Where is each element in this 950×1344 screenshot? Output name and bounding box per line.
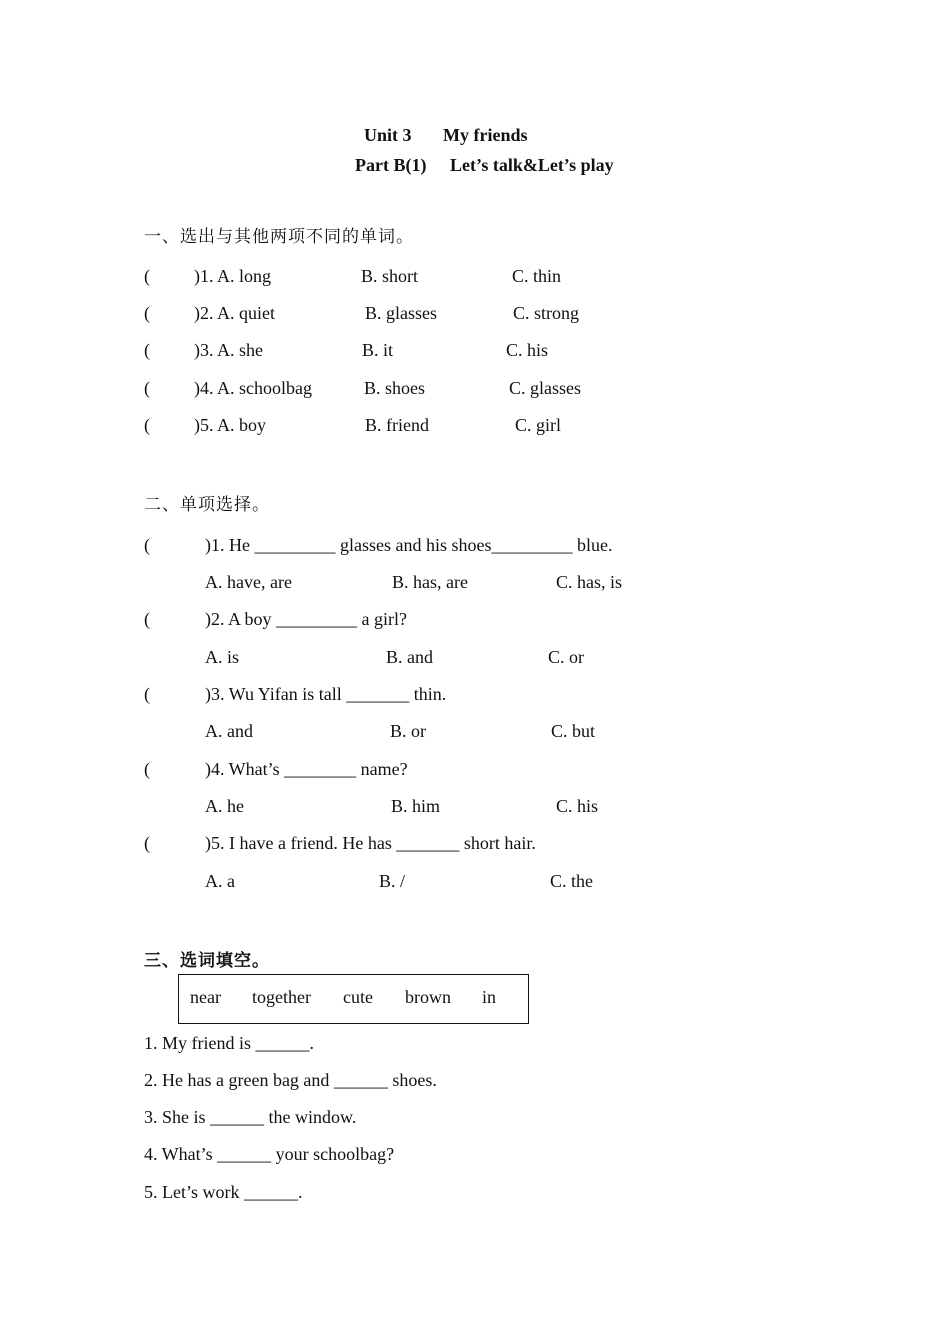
section2-heading: 二、单项选择。 xyxy=(144,495,270,515)
s1-q4-option-b: B. shoes xyxy=(364,378,426,398)
s1-q5-option-a: )5. A. boy xyxy=(194,415,266,435)
word-bank-word: near xyxy=(190,987,221,1007)
s1-q4-paren: ( xyxy=(144,378,150,398)
unit-label: Unit 3 xyxy=(364,125,412,145)
fill-sentence: 3. She is ______ the window. xyxy=(144,1107,357,1127)
s1-q1-option-c: C. thin xyxy=(512,266,562,286)
s1-q3-option-c: C. his xyxy=(506,340,549,360)
fill-sentence: 1. My friend is ______. xyxy=(144,1033,314,1053)
word-bank-word: in xyxy=(482,987,497,1007)
s2-q4-option-a: A. he xyxy=(205,796,244,816)
s2-q2-option-b: B. and xyxy=(386,647,433,667)
s2-q4-question: )4. What’s ________ name? xyxy=(205,759,408,779)
fill-sentence: 2. He has a green bag and ______ shoes. xyxy=(144,1070,437,1090)
s2-q3-option-b: B. or xyxy=(390,721,426,741)
s2-q4-option-c: C. his xyxy=(556,796,599,816)
s2-q3-paren: ( xyxy=(144,684,150,704)
s1-q3-option-b: B. it xyxy=(362,340,394,360)
s1-q1-option-b: B. short xyxy=(361,266,419,286)
part-title: Let’s talk&Let’s play xyxy=(450,155,614,175)
s1-q5-option-c: C. girl xyxy=(515,415,562,435)
part-label: Part B(1) xyxy=(355,155,427,175)
s1-q3-option-a: )3. A. she xyxy=(194,340,263,360)
unit-title: My friends xyxy=(443,125,528,145)
s2-q5-option-c: C. the xyxy=(550,871,593,891)
s1-q5-option-b: B. friend xyxy=(365,415,429,435)
s2-q1-question: )1. He _________ glasses and his shoes_________ blue. xyxy=(205,535,613,555)
s2-q5-paren: ( xyxy=(144,833,150,853)
s2-q1-option-a: A. have, are xyxy=(205,572,292,592)
section3-heading: 三、选词填空。 xyxy=(144,951,270,971)
s1-q4-option-c: C. glasses xyxy=(509,378,581,398)
word-bank-word: together xyxy=(252,987,311,1007)
s2-q2-option-a: A. is xyxy=(205,647,240,667)
s2-q2-paren: ( xyxy=(144,609,150,629)
fill-sentence: 4. What’s ______ your schoolbag? xyxy=(144,1144,395,1164)
s2-q3-option-c: C. but xyxy=(551,721,596,741)
s2-q5-option-b: B. / xyxy=(379,871,406,891)
s2-q3-option-a: A. and xyxy=(205,721,253,741)
s2-q2-question: )2. A boy _________ a girl? xyxy=(205,609,407,629)
s1-q1-option-a: )1. A. long xyxy=(194,266,272,286)
s2-q1-option-b: B. has, are xyxy=(392,572,468,592)
fill-sentence: 5. Let’s work ______. xyxy=(144,1182,303,1202)
s1-q1-paren: ( xyxy=(144,266,150,286)
s2-q5-option-a: A. a xyxy=(205,871,235,891)
s1-q4-option-a: )4. A. schoolbag xyxy=(194,378,312,398)
s1-q2-option-c: C. strong xyxy=(513,303,580,323)
s2-q2-option-c: C. or xyxy=(548,647,584,667)
s1-q3-paren: ( xyxy=(144,340,150,360)
s2-q4-paren: ( xyxy=(144,759,150,779)
s2-q3-question: )3. Wu Yifan is tall _______ thin. xyxy=(205,684,447,704)
word-bank-word: brown xyxy=(405,987,451,1007)
s1-q2-option-a: )2. A. quiet xyxy=(194,303,275,323)
word-bank-word: cute xyxy=(343,987,373,1007)
s2-q5-question: )5. I have a friend. He has _______ short hair. xyxy=(205,833,536,853)
s2-q1-paren: ( xyxy=(144,535,150,555)
s1-q5-paren: ( xyxy=(144,415,150,435)
s2-q4-option-b: B. him xyxy=(391,796,441,816)
s2-q1-option-c: C. has, is xyxy=(556,572,623,592)
s1-q2-paren: ( xyxy=(144,303,150,323)
section1-heading: 一、选出与其他两项不同的单词。 xyxy=(144,227,414,247)
s1-q2-option-b: B. glasses xyxy=(365,303,437,323)
